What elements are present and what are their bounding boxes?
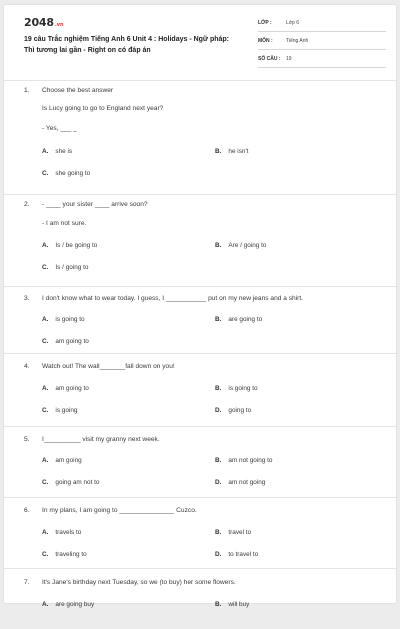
option-text: Is / be going to [55, 242, 98, 249]
option-letter: C. [42, 338, 49, 345]
question-list [4, 81, 398, 629]
option-letter: D. [215, 479, 222, 486]
meta-key: MÔN : [258, 38, 273, 44]
option-text: Are / going to [228, 242, 267, 249]
option-text: am going to [55, 385, 89, 392]
option-text: am going [55, 457, 82, 464]
answer-option[interactable] [42, 529, 81, 536]
answer-option[interactable] [42, 551, 87, 558]
option-text: am going to [55, 338, 89, 345]
option-letter: A. [42, 242, 49, 249]
option-letter: B. [215, 316, 222, 323]
option-text: going to [228, 407, 252, 414]
question-number: 3. [24, 295, 30, 302]
document-meta [258, 17, 386, 71]
logo-text: 2048 [24, 16, 54, 29]
answer-option[interactable] [215, 479, 265, 486]
option-text: going am not to [55, 479, 100, 486]
option-text: she is [55, 148, 73, 155]
answer-option[interactable] [42, 385, 89, 392]
answer-option[interactable] [215, 148, 248, 155]
answer-option[interactable] [215, 529, 251, 536]
meta-row-class [258, 17, 386, 32]
question-text: I don't know what to wear today. I guess, I ___________ put on my new jeans and a shirt. [42, 295, 304, 302]
option-letter: B. [215, 148, 222, 155]
meta-row-count [258, 53, 386, 68]
question-number: 4. [24, 363, 30, 370]
question-number: 5. [24, 436, 30, 443]
meta-value: 19 [286, 56, 292, 62]
worksheet-page [3, 4, 397, 608]
option-text: she going to [55, 170, 91, 177]
question-number: 2. [24, 201, 30, 208]
answer-option[interactable] [42, 601, 94, 608]
answer-option[interactable] [42, 148, 72, 155]
answer-option[interactable] [42, 316, 85, 323]
meta-value: Tiếng Anh [286, 38, 309, 44]
meta-key: SỐ CÂU : [258, 56, 281, 62]
option-letter: B. [215, 601, 222, 608]
question-item [4, 498, 398, 569]
option-letter: B. [215, 242, 222, 249]
option-letter: C. [42, 264, 49, 271]
answer-option[interactable] [42, 170, 90, 177]
answer-option[interactable] [215, 407, 251, 414]
question-number: 1. [24, 87, 30, 94]
question-number: 6. [24, 507, 30, 514]
answer-option[interactable] [215, 385, 258, 392]
question-item [4, 287, 398, 354]
question-text: - I am not sure. [42, 220, 87, 227]
option-letter: A. [42, 529, 49, 536]
question-text: Is Lucy going to go to England next year? [42, 105, 164, 112]
question-text: Watch out! The wall_______fall down on you! [42, 363, 175, 370]
site-logo[interactable] [24, 16, 64, 29]
meta-value: Lớp 6 [286, 20, 300, 26]
option-text: traveling to [55, 551, 87, 558]
question-number: 7. [24, 579, 30, 586]
answer-option[interactable] [42, 338, 89, 345]
option-text: Is / going to [55, 264, 89, 271]
option-text: are going buy [55, 601, 95, 608]
answer-option[interactable] [42, 479, 99, 486]
option-text: is going to [228, 385, 258, 392]
question-item [4, 195, 398, 287]
option-text: am not going to [228, 457, 273, 464]
question-text: I__________ visit my granny next week. [42, 436, 160, 443]
option-letter: C. [42, 407, 49, 414]
option-text: are going to [228, 316, 263, 323]
question-text: It's Jane's birthday next Tuesday, so we (to buy) her some flowers. [42, 579, 236, 586]
option-letter: B. [215, 385, 222, 392]
question-text: - ____ your sister ____ arrive soon? [42, 201, 148, 208]
question-item [4, 569, 398, 629]
option-letter: C. [42, 479, 49, 486]
meta-row-subject [258, 35, 386, 50]
option-letter: A. [42, 385, 49, 392]
option-letter: C. [42, 170, 49, 177]
option-text: will buy [228, 601, 250, 608]
option-letter: C. [42, 551, 49, 558]
option-text: travels to [55, 529, 82, 536]
option-letter: A. [42, 316, 49, 323]
answer-option[interactable] [42, 242, 97, 249]
answer-option[interactable] [42, 407, 77, 414]
question-text: - Yes, ___ _ [42, 125, 77, 132]
worksheet-header [4, 5, 396, 71]
answer-option[interactable] [215, 457, 272, 464]
option-text: am not going [228, 479, 266, 486]
document-title: 19 câu Trắc nghiệm Tiếng Anh 6 Unit 4 : Holidays - Ngữ pháp: Thì tương lai gần - Right on có đáp án [24, 36, 229, 54]
option-text: he isn't [228, 148, 249, 155]
option-letter: D. [215, 551, 222, 558]
option-letter: A. [42, 148, 49, 155]
option-letter: B. [215, 529, 222, 536]
question-text: In my plans, I am going to _______________ Cuzco. [42, 507, 197, 514]
answer-option[interactable] [215, 316, 262, 323]
answer-option[interactable] [42, 457, 82, 464]
question-item [4, 81, 398, 195]
question-text: Choose the best answer [42, 87, 114, 94]
option-letter: D. [215, 407, 222, 414]
option-letter: B. [215, 457, 222, 464]
answer-option[interactable] [42, 264, 88, 271]
option-text: travel to [228, 529, 252, 536]
option-text: to travel to [228, 551, 259, 558]
answer-option[interactable] [215, 601, 249, 608]
option-text: is going [55, 407, 78, 414]
question-item [4, 427, 398, 498]
option-letter: A. [42, 601, 49, 608]
logo-tld: .vn [54, 22, 64, 28]
option-letter: A. [42, 457, 49, 464]
answer-option[interactable] [215, 242, 266, 249]
question-item [4, 354, 398, 427]
option-text: is going to [55, 316, 85, 323]
answer-option[interactable] [215, 551, 258, 558]
meta-key: LỚP : [258, 20, 272, 26]
